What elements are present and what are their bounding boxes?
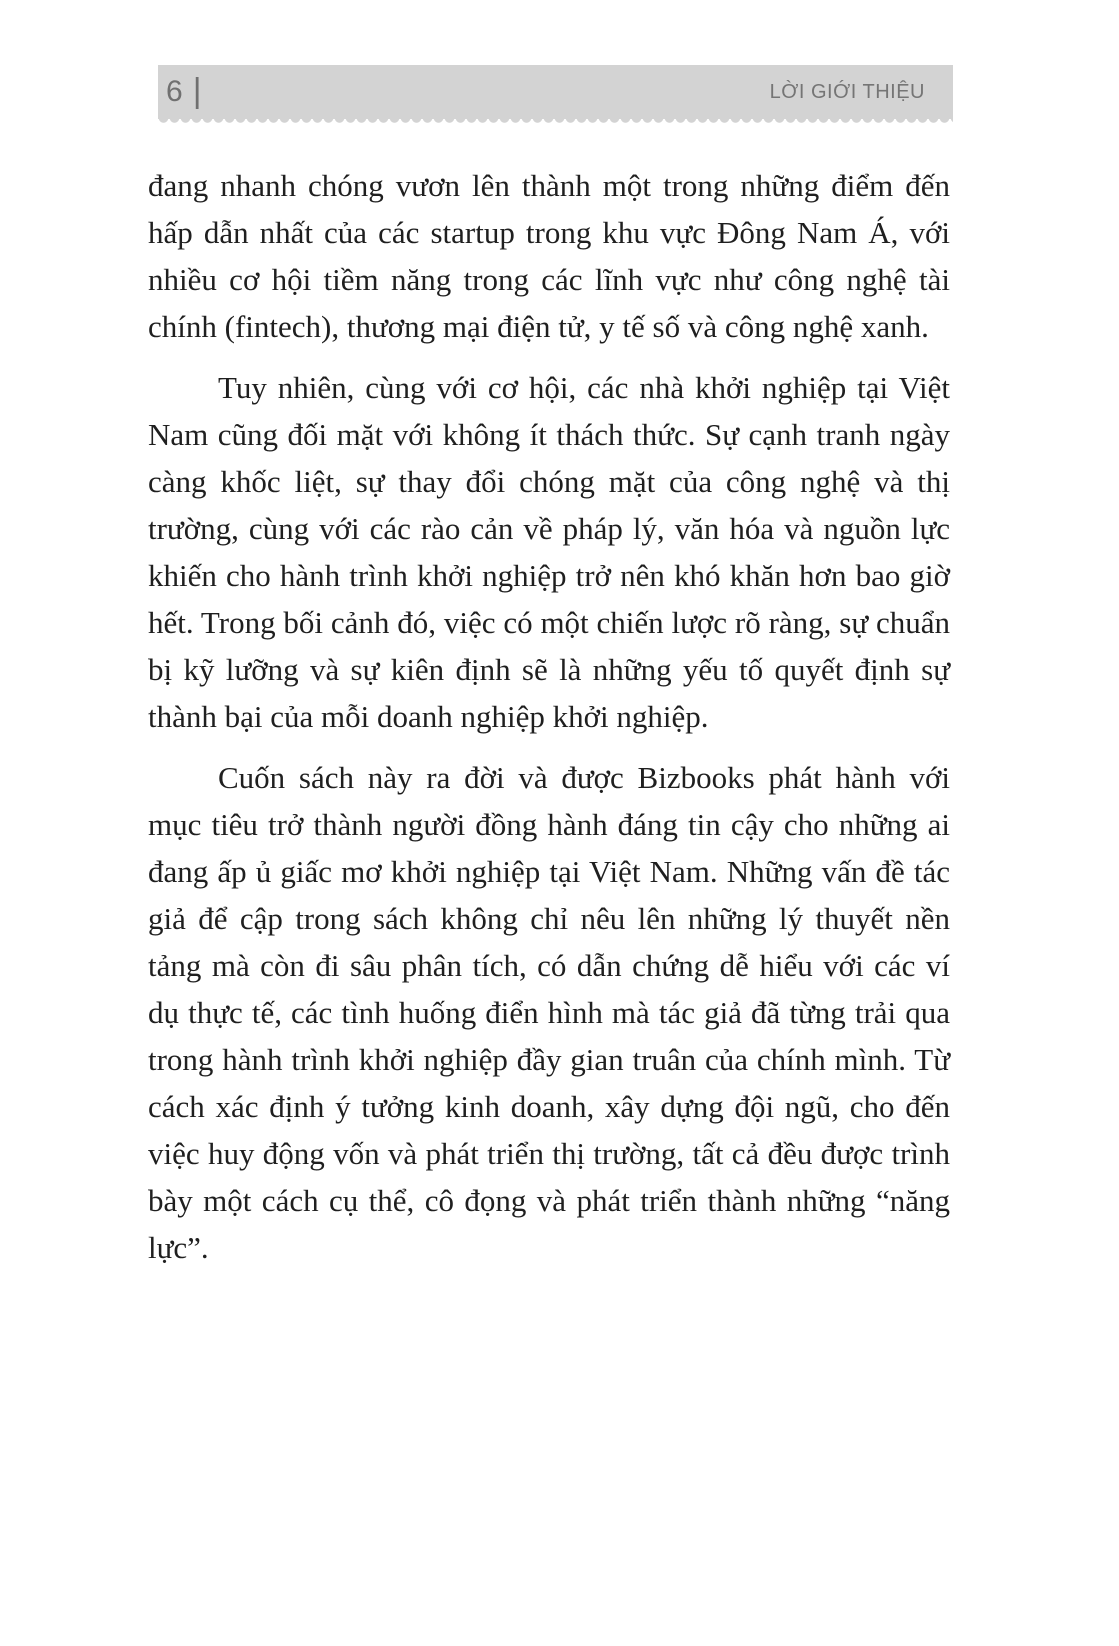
running-title: LỜI GIỚI THIỆU — [769, 80, 925, 103]
paragraph-2: Tuy nhiên, cùng với cơ hội, các nhà khởi nghiệp tại Việt Nam cũng đối mặt với không ít thách thức. Sự cạnh tranh ngày càng khốc liệt, sự thay đổi chóng mặt của công nghệ và thị trường, cùng với các rào cản về pháp lý, văn hóa và nguồn lực khiến cho hành trình khởi nghiệp trở nên khó khăn hơn bao giờ hết. Trong bối cảnh đó, việc có một chiến lược rõ ràng, sự chuẩn bị kỹ lưỡng và sự kiên định sẽ là những yếu tố quyết định sự thành bại của mỗi doanh nghiệp khởi nghiệp. — [148, 370, 950, 734]
running-header-bar — [158, 65, 953, 119]
page-number-separator: | — [192, 72, 202, 110]
paragraph-3: Cuốn sách này ra đời và được Bizbooks phát hành với mục tiêu trở thành người đồng hành đáng tin cậy cho những ai đang ấp ủ giấc mơ khởi nghiệp tại Việt Nam. Những vấn đề tác giả để cập trong sách không chỉ nêu lên những lý thuyết nền tảng mà còn đi sâu phân tích, có dẫn chứng dễ hiểu với các ví dụ thực tế, các tình huống điển hình mà tác giả đã từng trải qua trong hành trình khởi nghiệp đầy gian truân của chính mình. Từ cách xác định ý tưởng kinh doanh, xây dựng đội ngũ, cho đến việc huy động vốn và phát triển thị trường, tất cả đều được trình bày một cách cụ thể, cô đọng và phát triển thành những “năng lực”. — [148, 760, 950, 1265]
page-number-group — [166, 72, 202, 110]
body-text-column — [148, 162, 950, 1271]
paragraph-1: đang nhanh chóng vươn lên thành một trong những điểm đến hấp dẫn nhất của các startup trong khu vực Đông Nam Á, với nhiều cơ hội tiềm năng trong các lĩnh vực như công nghệ tài chính (fintech), thương mại điện tử, y tế số và công nghệ xanh. — [148, 168, 950, 344]
running-header-content — [158, 65, 953, 119]
page-number: 6 — [166, 75, 183, 108]
